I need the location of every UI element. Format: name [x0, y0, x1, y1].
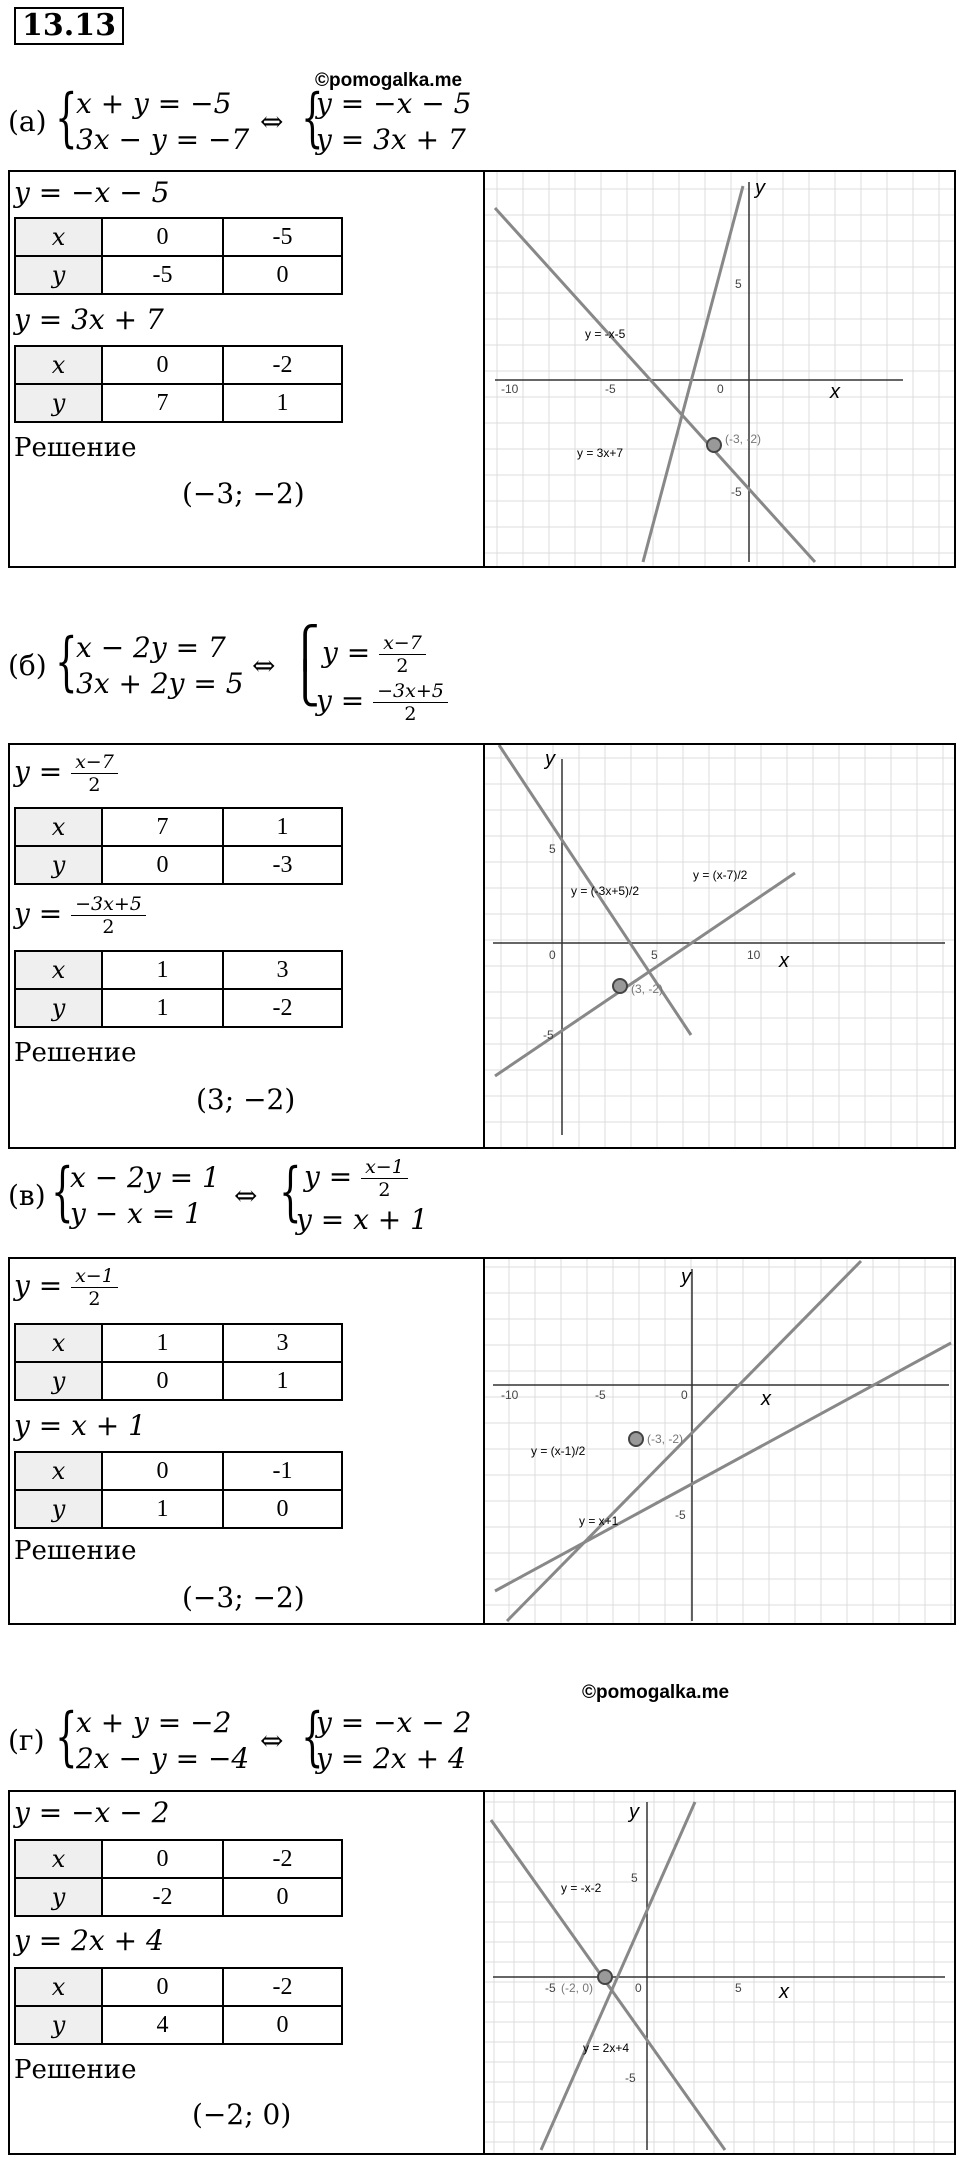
part-c-solution-label: Решение — [14, 1536, 137, 1566]
x-axis-label: x — [761, 1388, 771, 1410]
y-axis-label: y — [755, 177, 765, 199]
part-b-solution: (3; −2) — [196, 1083, 296, 1116]
tick-label: 5 — [549, 842, 556, 856]
tick-label: 5 — [735, 277, 742, 291]
part-b-panel — [8, 743, 956, 1149]
line-2 — [507, 1261, 861, 1621]
part-b-label: (б) — [8, 649, 47, 682]
part-c-eq2: y = x + 1 — [14, 1409, 146, 1442]
task-number: 13.13 — [14, 7, 124, 45]
part-b-left-eq2: 3x + 2y = 5 — [76, 667, 244, 700]
part-b-eq1: y = $\frac{x-7}{2}$ — [14, 751, 118, 796]
intersection-point — [629, 1432, 643, 1446]
fraction-numerator: −3x+5 — [373, 680, 448, 703]
x-axis-label: x — [830, 381, 840, 403]
line-label: y = x+1 — [579, 1514, 619, 1528]
point-label: (-3, -2) — [725, 432, 761, 446]
line-label: y = -x-2 — [561, 1881, 602, 1895]
line-2 — [495, 873, 795, 1076]
line-label: y = 3x+7 — [577, 446, 624, 460]
tick-label: -5 — [605, 382, 616, 396]
part-d-eq2: y = 2x + 4 — [14, 1924, 164, 1957]
eq-prefix: y = — [304, 1160, 353, 1193]
part-c-left-eq2: y − x = 1 — [70, 1197, 202, 1230]
tick-label: -5 — [595, 1388, 606, 1402]
fraction-denominator: 2 — [396, 655, 409, 677]
part-a-eq1: y = −x − 5 — [14, 176, 170, 209]
fraction-denominator: 2 — [404, 703, 417, 725]
part-b-table2: x 1 3 y 1 -2 — [14, 950, 343, 1028]
tick-label: -5 — [625, 2071, 636, 2085]
tick-label: -10 — [501, 382, 519, 396]
part-c-table2: x 0 -1 y 1 0 — [14, 1451, 343, 1529]
part-d-table1: x 0 -2 y -2 0 — [14, 1839, 343, 1917]
part-d-graph — [485, 1792, 954, 2153]
part-a-solution: (−3; −2) — [182, 477, 305, 510]
part-b-table1: x 7 1 y 0 -3 — [14, 807, 343, 885]
part-a-left-eq1: x + y = −5 — [76, 87, 232, 120]
part-d-right-eq2: y = 2x + 4 — [316, 1742, 466, 1775]
line-label: y = (-3x+5)/2 — [571, 884, 640, 898]
line-1 — [495, 1343, 951, 1591]
line-2 — [541, 1802, 695, 2150]
part-d-label: (г) — [8, 1724, 45, 1757]
x-axis-label: x — [779, 1981, 789, 2003]
part-d-left-eq2: 2x − y = −4 — [76, 1742, 250, 1775]
part-a-right-eq2: y = 3x + 7 — [316, 123, 466, 156]
point-label: (3, -2) — [631, 982, 664, 996]
fraction-numerator: x−1 — [361, 1156, 408, 1179]
part-d-table2: x 0 -2 y 4 0 — [14, 1967, 343, 2045]
part-a-graph — [485, 172, 954, 566]
part-b-eq2: y = $\frac{-3x+5}{2}$ — [14, 893, 146, 938]
equivalence-arrow: ⇔ — [234, 1179, 258, 1212]
part-a-label: (а) — [8, 105, 47, 138]
part-c-panel — [8, 1257, 956, 1625]
part-b-graph — [485, 745, 954, 1147]
x-axis-label: x — [779, 950, 789, 972]
eq-prefix: y = — [316, 684, 365, 717]
part-c-label: (в) — [8, 1179, 46, 1212]
grid — [485, 1259, 954, 1623]
line-1 — [491, 1820, 725, 2150]
part-c-table1: x 1 3 y 0 1 — [14, 1323, 343, 1401]
watermark: ©pomogalka.me — [315, 70, 463, 91]
part-d-solution-label: Решение — [14, 2055, 137, 2085]
line-label: y = (x-7)/2 — [693, 868, 748, 882]
tick-label: 0 — [549, 948, 556, 962]
y-axis-label: y — [681, 1266, 691, 1288]
tick-label: 10 — [747, 948, 761, 962]
part-d-solution: (−2; 0) — [192, 2098, 292, 2131]
tick-label: 0 — [635, 1981, 642, 1995]
part-c-graph — [485, 1259, 954, 1623]
line-2 — [643, 186, 743, 562]
point-label: (-3, -2) — [647, 1432, 683, 1446]
grid — [485, 172, 954, 566]
tick-label: -5 — [545, 1981, 556, 1995]
tick-label: 5 — [651, 948, 658, 962]
fraction-denominator: 2 — [378, 1179, 391, 1201]
intersection-point — [598, 1970, 612, 1984]
part-d-right-eq1: y = −x − 2 — [316, 1706, 472, 1739]
line-label: y = (x-1)/2 — [531, 1444, 586, 1458]
part-c-eq1: y = $\frac{x-1}{2}$ — [14, 1265, 118, 1310]
tick-label: -5 — [543, 1028, 554, 1042]
part-c-solution: (−3; −2) — [182, 1581, 305, 1614]
point-label: (-2, 0) — [561, 1981, 594, 1995]
tick-label: 0 — [717, 382, 724, 396]
part-c-right-eq2: y = x + 1 — [296, 1203, 428, 1236]
part-d-panel — [8, 1790, 956, 2155]
y-axis-label: y — [545, 748, 555, 770]
tick-label: -5 — [675, 1508, 686, 1522]
part-a-right-eq1: y = −x − 5 — [316, 87, 472, 120]
line-label: y = 2x+4 — [583, 2041, 630, 2055]
y-axis-label: y — [629, 1801, 639, 1823]
equivalence-arrow: ⇔ — [260, 105, 284, 138]
eq-prefix: y = — [322, 636, 371, 669]
tick-label: -10 — [501, 1388, 519, 1402]
tick-label: -5 — [731, 485, 742, 499]
grid — [485, 745, 954, 1147]
line-label: y = -x-5 — [585, 327, 626, 341]
intersection-point — [707, 438, 721, 452]
equivalence-arrow: ⇔ — [260, 1724, 284, 1757]
line-1 — [495, 208, 815, 562]
part-b-solution-label: Решение — [14, 1038, 137, 1068]
tick-label: 5 — [631, 1871, 638, 1885]
grid — [485, 1792, 954, 2153]
part-a-table1: x 0 -5 y -5 0 — [14, 217, 343, 295]
part-a-eq2: y = 3x + 7 — [14, 303, 164, 336]
part-d-eq1: y = −x − 2 — [14, 1796, 170, 1829]
part-a-solution-label: Решение — [14, 433, 137, 463]
part-a-table2: x 0 -2 y 7 1 — [14, 345, 343, 423]
part-a-left-eq2: 3x − y = −7 — [76, 123, 250, 156]
part-d-left-eq1: x + y = −2 — [76, 1706, 232, 1739]
part-a-panel — [8, 170, 956, 568]
equivalence-arrow: ⇔ — [252, 649, 276, 682]
watermark-2: ©pomogalka.me — [582, 1682, 730, 1703]
intersection-point — [613, 979, 627, 993]
fraction-numerator: x−7 — [379, 632, 426, 655]
part-b-left-eq1: x − 2y = 7 — [76, 631, 226, 664]
part-c-left-eq1: x − 2y = 1 — [70, 1161, 220, 1194]
tick-label: 0 — [681, 1388, 688, 1402]
tick-label: 5 — [735, 1981, 742, 1995]
